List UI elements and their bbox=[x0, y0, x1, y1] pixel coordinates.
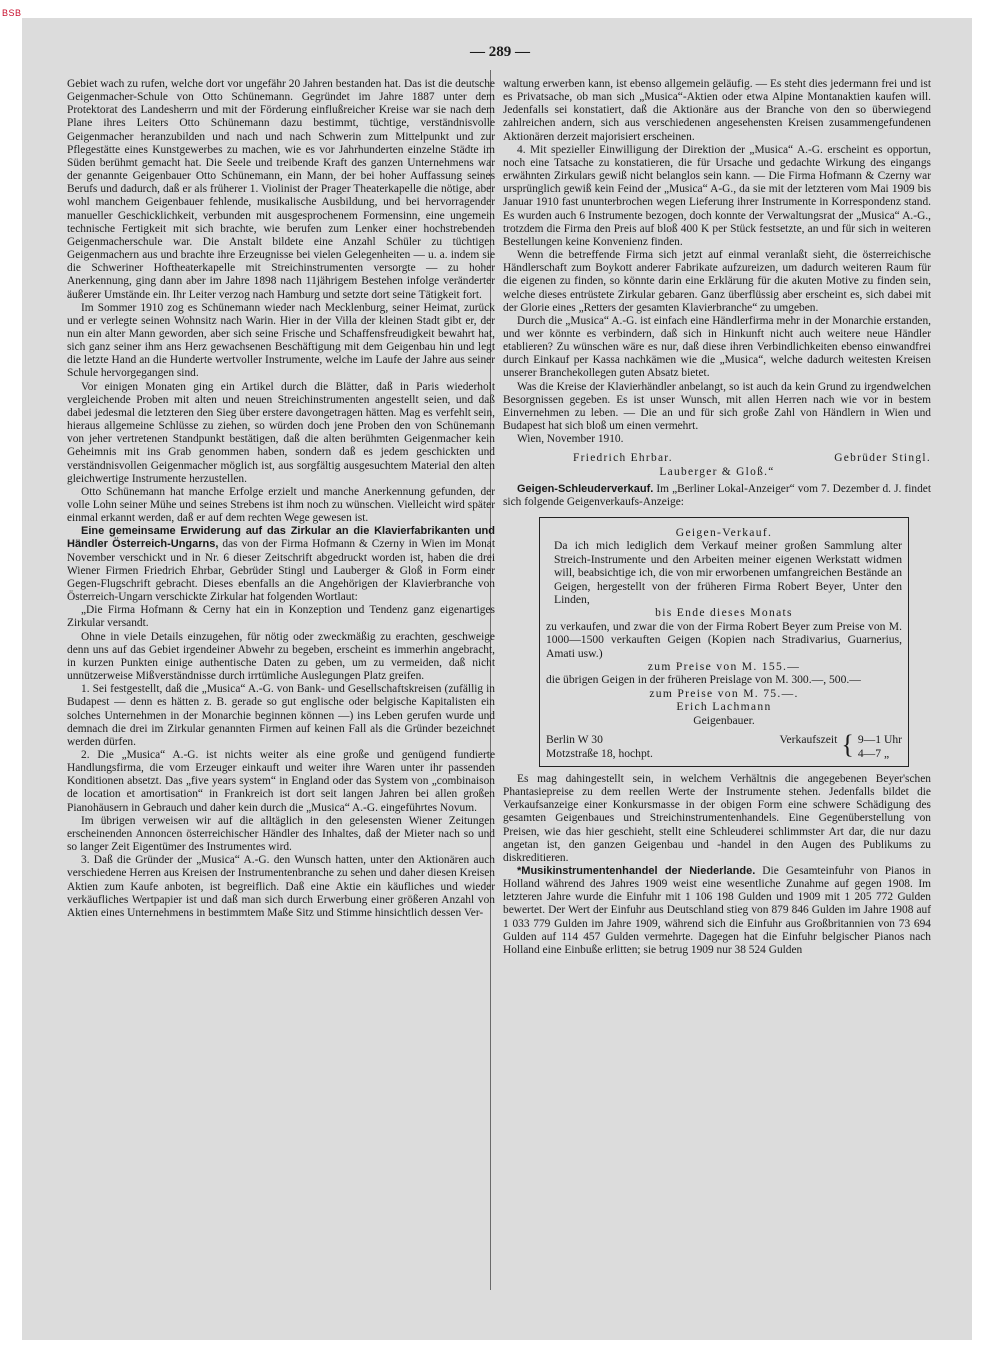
paragraph: Ohne in viele Details einzugehen, für nötig oder zweckmäßig zu erachten, geschweige denn uns auf das Gebiet irgendeiner Abwehr zu begeben, erscheint es immerhin angebracht, in kurzen Punkten einige authentische Daten zu geben, um zu vermeiden, daß nicht unnützerweise Mißverständnisse durch irrtümliche Auslegungen Platz greifen. bbox=[67, 630, 495, 683]
advertisement-box bbox=[539, 517, 909, 767]
library-watermark: BSB bbox=[2, 8, 22, 18]
ad-text: zu verkaufen, und zwar die von der Firma Robert Beyer zum Preise von M. 1000—1500 verkauften Geigen (Kopien nach Stradivarius, Guarnerius, Amati usw.) bbox=[546, 619, 902, 660]
article-text: Im „Berliner Lokal-Anzeiger“ vom 7. Dezember d. J. findet sich folgende Geigenverkaufs-Anzeige: bbox=[503, 482, 931, 508]
signature: Friedrich Ehrbar. bbox=[573, 452, 673, 465]
ad-name: Erich Lachmann bbox=[676, 700, 772, 714]
ad-role: Geigenbauer. bbox=[693, 713, 755, 727]
ad-title: Geigen-Verkauf. bbox=[675, 526, 773, 539]
paragraph: Durch die „Musica“ A.-G. ist einfach eine Händlerfirma mehr in der Monarchie erstanden, und wer könnte es verbindern, daß sich in Hinkunft nicht auch weitere neue Händler etablieren? Zu wünschen wäre es nur, daß diese ihren Verbindlichkeiten ebenso einwandfrei durch Einkauf per Kassa nachkämen wie die „Musica“, welche dadurch weitesten Kreisen unserer Branchekollegen guten Absatz bietet. bbox=[503, 314, 931, 380]
ad-hours-label: Verkaufszeit bbox=[779, 733, 838, 747]
paragraph: 4. Mit spezieller Einwilligung der Direktion der „Musica“ A.-G. erscheint es opportun, noch eine Tatsache zu konstatieren, die für Ursache und gedachte Wirkung des eingangs erwähnten Zirkulars gewiß nicht belanglos sein kann. — Die Firma Hofmann & Czerny war ursprünglich gewiß kein Feind der „Musica“ A-G., da sie mit der letzteren vom Mai 1909 bis Januar 1910 fast ununterbrochen wegen Lieferung ihrer Instrumente in Korrespondenz stand. Es wurden auch 6 Instrumente bezogen, doch konnte der Verwaltungsrat der „Musica“ A.-G., trotzdem die Firma den Preis auf bloß 400 K per Stück festsetzte, an und für sich in weiteren Bestellungen keine Konvenienz finden. bbox=[503, 143, 931, 248]
page-number: — 289 — bbox=[470, 44, 530, 60]
ad-address bbox=[546, 733, 653, 760]
paragraph: 1. Sei festgestellt, daß die „Musica“ A.-G. von Bank- und Gesellschaftskreisen (zufällig in Budapest — denn es hätten z. B. gerade so gut englische oder belgische Kapitalisten ein solches Unternehmen in der Monarchie beginnen können —) ins Leben gerufen wurde und demnach die drei im Zirkular genannten Firmen auf keinen Fall als die Gründer bezeichnet werden dürfen. bbox=[67, 683, 495, 748]
signature: Lauberger & Gloß.“ bbox=[659, 465, 775, 478]
paragraph: Im übrigen verweisen wir auf die alltäglich in den gelesensten Wiener Zeitungen erscheinenden Annoncen österreichischer Händler des Inhaltes, daß der Mieter nach so und so langer Zeit Eigentümer des Instrumentes wird. bbox=[67, 814, 495, 854]
paragraph: Wenn die betreffende Firma sich jetzt auf einmal veranlaßt sieht, die österreichische Händlerschaft zum Boykott anderer Fabrikate aufzureizen, um dadurch weiteren Raum für die eigenen zu finden, so könnte darin eine Erklärung für die akuten Motive zu finden sein, welche dieses entrüstete Zirkular gebaren. Ganz überflüssig aber erscheint es, sich dabei mit der Glorie eines „Retters der gesamten Klavierbranche“ zu umgeben. bbox=[503, 249, 931, 314]
ad-text: bis Ende dieses Monats bbox=[655, 606, 793, 620]
paragraph: 2. Die „Musica“ A.-G. ist nichts weiter als eine große und genügend fundierte Handlungsfirma, die vom Erzeuger einkauft und weiter ihre Waren unter ihr passenden Konditionen absetzt. Das „five years system“ in England oder das System von „combinaison de location et amortisation“ in Frankreich ist dort seit langen Jahren bei allen großen Pianohäusern in Gebrauch und daher kein durch die „Musica“ A.-G. eingeführtes Novum. bbox=[67, 748, 495, 814]
ad-price: zum Preise von M. 75.—. bbox=[649, 686, 799, 700]
ad-text: Da ich mich lediglich dem Verkauf meiner großen Sammlung alter Streich-Instrumente und den Arbeiten meiner eigenen Werkstatt widmen will, beabsichtige ich, die von mir erworbenen umfangreichen Bestände an Geigen, hergestellt von der früheren Firma Robert Beyer, Unter den Linden, bbox=[554, 539, 902, 607]
ad-hours-line: 9—1 Uhr bbox=[857, 733, 902, 747]
article-heading: Geigen-Schleuderverkauf. bbox=[517, 482, 654, 495]
article-paragraph bbox=[503, 483, 931, 509]
article-heading: Eine gemeinsame Erwiderung auf das Zirkular an die Klavierfabrikanten und Händler Österreich-Ungarns, bbox=[67, 525, 495, 551]
article-paragraph bbox=[503, 865, 931, 957]
article-text: Die Gesamteinfuhr von Pianos in Holland während des Jahres 1909 weist eine wesentliche Zunahme auf gegen 1908. Im letzteren Jahre wurde die Einfuhr mit 1 106 198 Gulden und 1909 mit 1 205 772 Gulden bewertet. Der Wert der Einfuhr aus Deutschland stieg von 879 846 Gulden im Jahre 1908 auf 1 033 779 Gulden im Jahre 1909, während sich die Einfuhr aus Großbritannien von 73 694 Gulden auf 114 457 Gulden vermehrte. Dagegen hat die Einfuhr belgischer Pianos nach Holland eine Einbuße erlitten; sie betrug 1909 nur 38 524 Gulden bbox=[503, 865, 931, 956]
article-heading: *Musikinstrumentenhandel der Niederlande. bbox=[517, 865, 756, 877]
article-paragraph bbox=[67, 525, 495, 604]
ad-text: die übrigen Geigen in der früheren Preislage von M. 300.—, 500.— bbox=[546, 673, 861, 687]
brace-icon: { bbox=[841, 730, 854, 760]
ad-address-line: Berlin W 30 bbox=[546, 733, 603, 747]
place-date: Wien, November 1910. bbox=[517, 433, 624, 446]
paragraph: Im Sommer 1910 zog es Schünemann wieder nach Mecklenburg, seiner Heimat, zurück und er verlegte seinen Wohnsitz nach Warin. Hier in der Villa der kleinen Stadt gibt er, der nun ein alter Mann geworden, aber sich seine Frische und Schaffensfreudigkeit bewahrt hat, sich ganz seiner ihm ans Herz gewachsenen Beschäftigung mit dem Geigenbau hin und legt die letzte Hand an die Hunderte wertvoller Instrumente, welche im Laufe der Jahre aus seiner Schule hervorgegangen sind. bbox=[67, 301, 495, 380]
paragraph: Es mag dahingestellt sein, in welchem Verhältnis die angegebenen Beyer'schen Phantasiepreise zu dem reellen Werte der Instrumente stehen. Jedenfalls bildet die Verkaufsanzeige einer Konkursmasse in der obigen Form eine schwere Schädigung des gesamten Geigenbaues und Streichinstrumentenhandels. Eine Gegenüberstellung von Preisen, wie das hier geschieht, stellt eine Schleuderei schlimmster Art dar, die nur dazu angetan ist, den ganzen Geigenbau und -handel in den Augen des Publikums zu diskreditieren. bbox=[503, 772, 931, 864]
left-column bbox=[67, 78, 495, 920]
right-column bbox=[503, 78, 931, 957]
paragraph: Gebiet wach zu rufen, welche dort vor ungefähr 20 Jahren bestanden hat. Das ist die deutsche Geigenmacher-Schule von Otto Schünemann. Gegründet im Jahre 1887 unter dem Protektorat des Landesherrn und mit der Förderung einflußreicher Kreise war sie nach dem Plane ihres Leiters Otto Schünemann dazu bestimmt, tüchtige, verständnisvolle Geigenmacher heranzubilden und nach und nach Schwerin zum Mittelpunkt und zur Pflegestätte eines Kunstgewerbes zu machen, wie es vor Jahrhunderten einzelne Städte im Süden berühmt gemacht hat. Die Seele und treibende Kraft des ganzen Unternehmens war der genannte Geigenbauer Otto Schünemann, ein Mann, der bei hoher Auffassung seines Berufs und dadurch, daß er als früherer 1. Violinist der Prager Theaterkapelle die nötige, aber wohl manchem Geigenbauer fehlende, musikalische Ausbildung, und bei hervorragender manueller Geschicklichkeit, verbunden mit ausgesprochenem Formensinn, eine ungemein technische Fertigkeit mit sich brachte, wie berufen zum Lenker einer hochstrebenden Geigenmacherschule war. Die Anstalt bildete eine Anzahl Schüler zu tüchtigen Geigenmachern aus und brachte ihre Erzeugnisse bei vielen Gelegenheiten — u. a. indem sie die Schweriner Hoftheaterkapelle mit Streichinstrumenten versorgte — zu hoher Anerkennung, ging dann aber im Jahre 1898 nach 11jährigem Bestehen infolge veränderter äußerer Umstände ein. Ihr Leiter verzog nach Hamburg und setzte dort seine Tätigkeit fort. bbox=[67, 78, 495, 301]
paragraph: Was die Kreise der Klavierhändler anbelangt, so ist auch da kein Grund zu irgendwelchen Besorgnissen gegeben. Es ist unser Wunsch, mit allen Herren nach wie vor in bestem Einvernehmen zu leben. — Die an und für sich große Zahl von Händlern in Wien und Budapest hat sich bloß um einen vermehrt. bbox=[503, 380, 931, 433]
signature: Gebrüder Stingl. bbox=[834, 452, 931, 465]
ad-footer bbox=[546, 730, 902, 760]
article-text: das von der Firma Hofmann & Czerny in Wien im Monat November verschickt und in Nr. 6 dieser Zeitschrift abgedruckt worden ist, haben die drei Wiener Firmen Friedrich Ehrbar, Gebrüder Stingl und Lauberger & Gloß in Form einer Gegen-Flugschrift gebracht. Dieses ebenfalls an die Angehörigen der Klavierbranche von Österreich-Ungarn verschickte Zirkular hat folgenden Wortlaut: bbox=[67, 538, 496, 604]
ad-address-line: Motzstraße 18, hochpt. bbox=[546, 746, 653, 760]
paragraph: „Die Firma Hofmann & Cerny hat ein in Konzeption und Tendenz ganz eigenartiges Zirkular versandt. bbox=[67, 604, 495, 630]
ad-hours bbox=[779, 730, 902, 760]
paragraph: waltung erwerben kann, ist ebenso allgemein geläufig. — Es steht dies jedermann frei und ist es Privatsache, ob man sich „Musica“-Aktien oder etwa Alpine Montanaktien kaufen will. Jedenfalls sei konstatiert, daß die Aktionäre aus der Branche von den so überwiegend zahlreichen andern, sich aus verschiedenen angesehensten Kreisen zusammengefundenen Aktionären derzeit majorisiert erscheinen. bbox=[503, 78, 931, 143]
paragraph: Otto Schünemann hat manche Erfolge erzielt und manche Anerkennung gefunden, der volle Lohn seiner Mühe und seines Strebens ist ihm noch zu wünschen. Vielleicht wird später einmal erkannt werden, daß er auf dem rechten Wege gewesen ist. bbox=[67, 485, 495, 525]
signatures bbox=[503, 452, 931, 465]
paragraph: Vor einigen Monaten ging ein Artikel durch die Blätter, daß in Paris wiederholt vergleichende Proben mit alten und neuen Streichinstrumenten angestellt seien, und daß dabei jedesmal die letzteren den Sieg über erstere davongetragen hätten. Mag es verfehlt sein, hieraus allgemeine Schlüsse zu ziehen, so würden doch jene Proben den von Schünemann von jeher vertretenen Standpunkt bestätigen, daß die alten berühmten Geigenmacher kein Geheimnis mit ins Grab genommen haben, sondern daß es jedem geschickten und verständnisvollen Geigenmacher möglich ist, aus sorgfältig ausgesuchtem Material den alten gleichwertige Instrumente herzustellen. bbox=[67, 380, 495, 485]
paragraph: 3. Daß die Gründer der „Musica“ A.-G. den Wunsch hatten, unter den Aktionären auch verschiedene Herren aus Kreisen der Instrumentenbranche zu sehen und daher diesen Kreisen Aktien zum Kaufe anboten, ist begreiflich. Daß eine Aktie ein käufliches und wieder verkäufliches Wertpapier ist und daß man sich durch Erwerbung einer größeren Anzahl von Aktien eines Unternehmens in bestimmtem Maße Sitz und Stimme hinsichtlich dessen Ver- bbox=[67, 854, 495, 919]
ad-price: zum Preise von M. 155.— bbox=[647, 660, 801, 674]
ad-hours-line: 4—7 „ bbox=[857, 746, 890, 760]
